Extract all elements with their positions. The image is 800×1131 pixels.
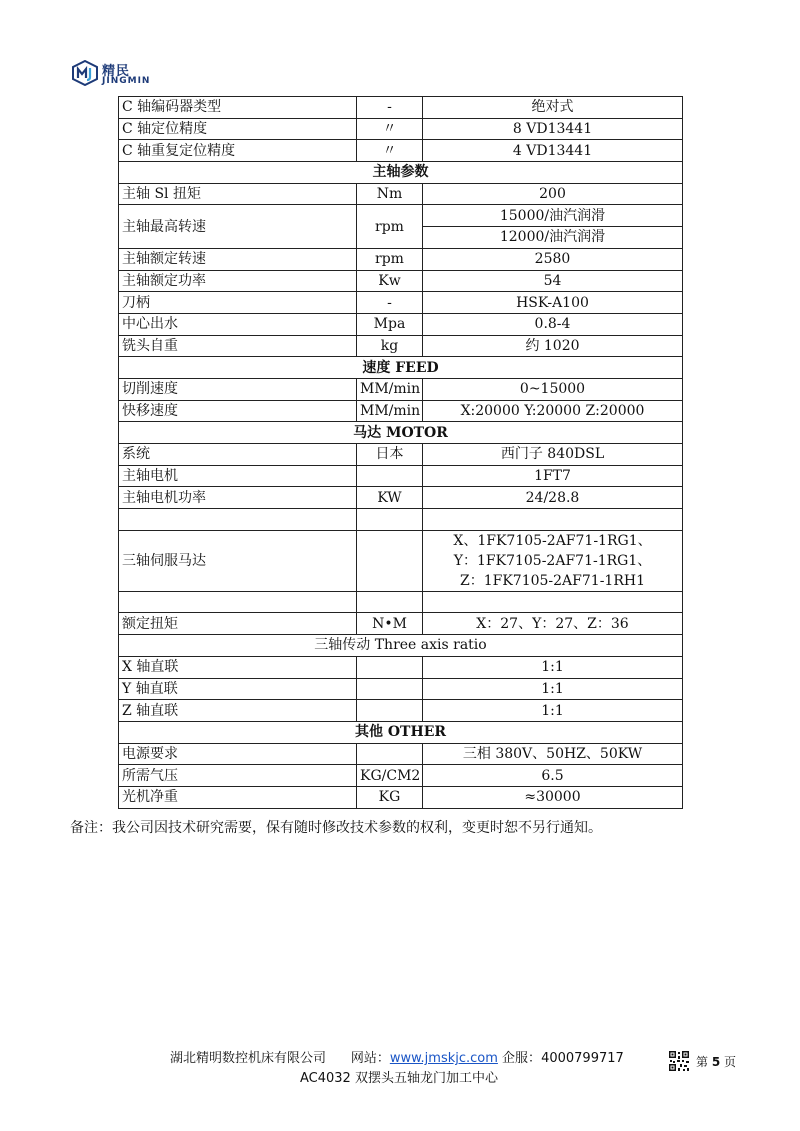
row-label: C 轴定位精度 [119, 118, 357, 140]
row-unit: rpm [357, 248, 423, 270]
row-value: 1:1 [423, 678, 683, 700]
row-unit [357, 743, 423, 765]
row-label: 中心出水 [119, 313, 357, 335]
row-value: 1:1 [423, 656, 683, 678]
row-label: X 轴直联 [119, 656, 357, 678]
section-title: 三轴传动 Three axis ratio [119, 635, 683, 657]
row-value: 6.5 [423, 765, 683, 787]
section-header-spindle [119, 162, 683, 184]
table-row [119, 700, 683, 722]
logo-chinese-text: 精民 [102, 64, 131, 79]
row-label: 系统 [119, 444, 357, 466]
section-title: 其他 OTHER [119, 721, 683, 743]
row-label: Y 轴直联 [119, 678, 357, 700]
row-label: 刀柄 [119, 292, 357, 314]
row-unit: Kw [357, 270, 423, 292]
section-title: 速度 FEED [119, 357, 683, 379]
row-unit: rpm [357, 205, 423, 248]
row-unit [357, 530, 423, 591]
logo-english-text: JINGMIN [102, 76, 151, 86]
disclaimer-note: 备注：我公司因技术研究需要，保有随时修改技术参数的权利，变更时恕不另行通知。 [70, 820, 602, 836]
table-row [119, 487, 683, 509]
row-unit: KW [357, 487, 423, 509]
row-unit [357, 678, 423, 700]
row-unit: - [357, 97, 423, 119]
row-value: 1FT7 [423, 465, 683, 487]
row-value: 8 VD13441 [423, 118, 683, 140]
footer-line-2 [300, 1067, 498, 1086]
row-unit [357, 656, 423, 678]
row-unit: 日本 [357, 444, 423, 466]
table-row [119, 205, 683, 227]
table-row [119, 786, 683, 808]
row-unit: 〃 [357, 140, 423, 162]
row-label: 三轴伺服马达 [119, 530, 357, 591]
table-row [119, 292, 683, 314]
row-label: 快移速度 [119, 400, 357, 422]
table-row [119, 765, 683, 787]
table-row [119, 656, 683, 678]
table-row [119, 313, 683, 335]
section-header-drive [119, 635, 683, 657]
row-label: 铣头自重 [119, 335, 357, 357]
table-row [119, 444, 683, 466]
row-value: 约 1020 [423, 335, 683, 357]
servo-line-x: X、1FK7105-2AF71-1RG1、 [453, 532, 652, 549]
row-value: 西门子 840DSL [423, 444, 683, 466]
row-label: C 轴重复定位精度 [119, 140, 357, 162]
row-value: 24/28.8 [423, 487, 683, 509]
servo-line-y: Y：1FK7105-2AF71-1RG1、 [453, 552, 652, 569]
row-label: Z 轴直联 [119, 700, 357, 722]
table-row [119, 140, 683, 162]
section-title: 马达 MOTOR [119, 422, 683, 444]
row-value: 2580 [423, 248, 683, 270]
table-row-empty [119, 591, 683, 613]
row-value: 4 VD13441 [423, 140, 683, 162]
row-label: 主轴电机 [119, 465, 357, 487]
footer-product: 双摆头五轴龙门加工中心 [354, 1071, 498, 1086]
table-row-empty [119, 509, 683, 531]
row-unit: 〃 [357, 118, 423, 140]
table-row [119, 335, 683, 357]
table-row [119, 97, 683, 119]
row-unit: MM/min [357, 378, 423, 400]
page-number: 第 5 页 [696, 1055, 737, 1069]
row-unit: KG/CM2 [357, 765, 423, 787]
row-label: 光机净重 [119, 786, 357, 808]
table-row [119, 465, 683, 487]
row-unit: Nm [357, 183, 423, 205]
qr-code-icon [668, 1050, 690, 1072]
row-value: 54 [423, 270, 683, 292]
spec-table [118, 96, 683, 809]
row-value: X:20000 Y:20000 Z:20000 [423, 400, 683, 422]
section-header-feed [119, 357, 683, 379]
row-label: C 轴编码器类型 [119, 97, 357, 119]
row-label: 主轴额定功率 [119, 270, 357, 292]
row-label: 主轴最高转速 [119, 205, 357, 248]
row-label: 所需气压 [119, 765, 357, 787]
row-value: X：27、Y：27、Z：36 [423, 613, 683, 635]
row-label: 主轴电机功率 [119, 487, 357, 509]
table-row [119, 678, 683, 700]
jingmin-logo-icon [72, 60, 98, 86]
row-value: ≈30000 [423, 786, 683, 808]
row-value-multiline [423, 530, 683, 591]
table-row [119, 118, 683, 140]
company-logo [72, 60, 162, 92]
footer-website-link[interactable]: www.jmskjc.com [389, 1051, 498, 1066]
row-unit [357, 465, 423, 487]
table-row [119, 270, 683, 292]
empty-cell [357, 591, 423, 613]
row-value: 15000/油汽润滑 [423, 205, 683, 227]
row-unit [357, 700, 423, 722]
row-value: 三相 380V、50HZ、50KW [423, 743, 683, 765]
footer-phone: 4000799717 [541, 1051, 624, 1066]
footer-line-1 [170, 1047, 624, 1066]
table-row [119, 248, 683, 270]
empty-cell [357, 509, 423, 531]
empty-cell [119, 591, 357, 613]
row-label: 主轴 Sl 扭矩 [119, 183, 357, 205]
page-number-value: 5 [711, 1055, 721, 1069]
section-header-other [119, 721, 683, 743]
table-row [119, 530, 683, 591]
empty-cell [119, 509, 357, 531]
row-label: 电源要求 [119, 743, 357, 765]
table-row [119, 378, 683, 400]
empty-cell [423, 509, 683, 531]
row-unit: - [357, 292, 423, 314]
row-value: 绝对式 [423, 97, 683, 119]
servo-line-z: Z：1FK7105-2AF71-1RH1 [459, 572, 645, 589]
empty-cell [423, 591, 683, 613]
row-unit: kg [357, 335, 423, 357]
footer-site-label: 网站： [350, 1051, 390, 1066]
row-value: 200 [423, 183, 683, 205]
footer-company: 湖北精明数控机床有限公司 [170, 1051, 327, 1066]
row-value: 1:1 [423, 700, 683, 722]
row-label: 主轴额定转速 [119, 248, 357, 270]
section-title: 主轴参数 [119, 162, 683, 184]
row-unit: N•M [357, 613, 423, 635]
footer-service-label: 企服： [502, 1051, 542, 1066]
table-row [119, 183, 683, 205]
footer-model: AC4032 [300, 1071, 351, 1086]
row-unit: MM/min [357, 400, 423, 422]
row-label: 切削速度 [119, 378, 357, 400]
row-label: 额定扭矩 [119, 613, 357, 635]
row-value: HSK-A100 [423, 292, 683, 314]
row-unit: Mpa [357, 313, 423, 335]
row-unit: KG [357, 786, 423, 808]
table-row [119, 613, 683, 635]
table-row [119, 400, 683, 422]
table-row [119, 743, 683, 765]
section-header-motor [119, 422, 683, 444]
row-value: 12000/油汽润滑 [423, 227, 683, 249]
row-value: 0.8-4 [423, 313, 683, 335]
row-value: 0~15000 [423, 378, 683, 400]
